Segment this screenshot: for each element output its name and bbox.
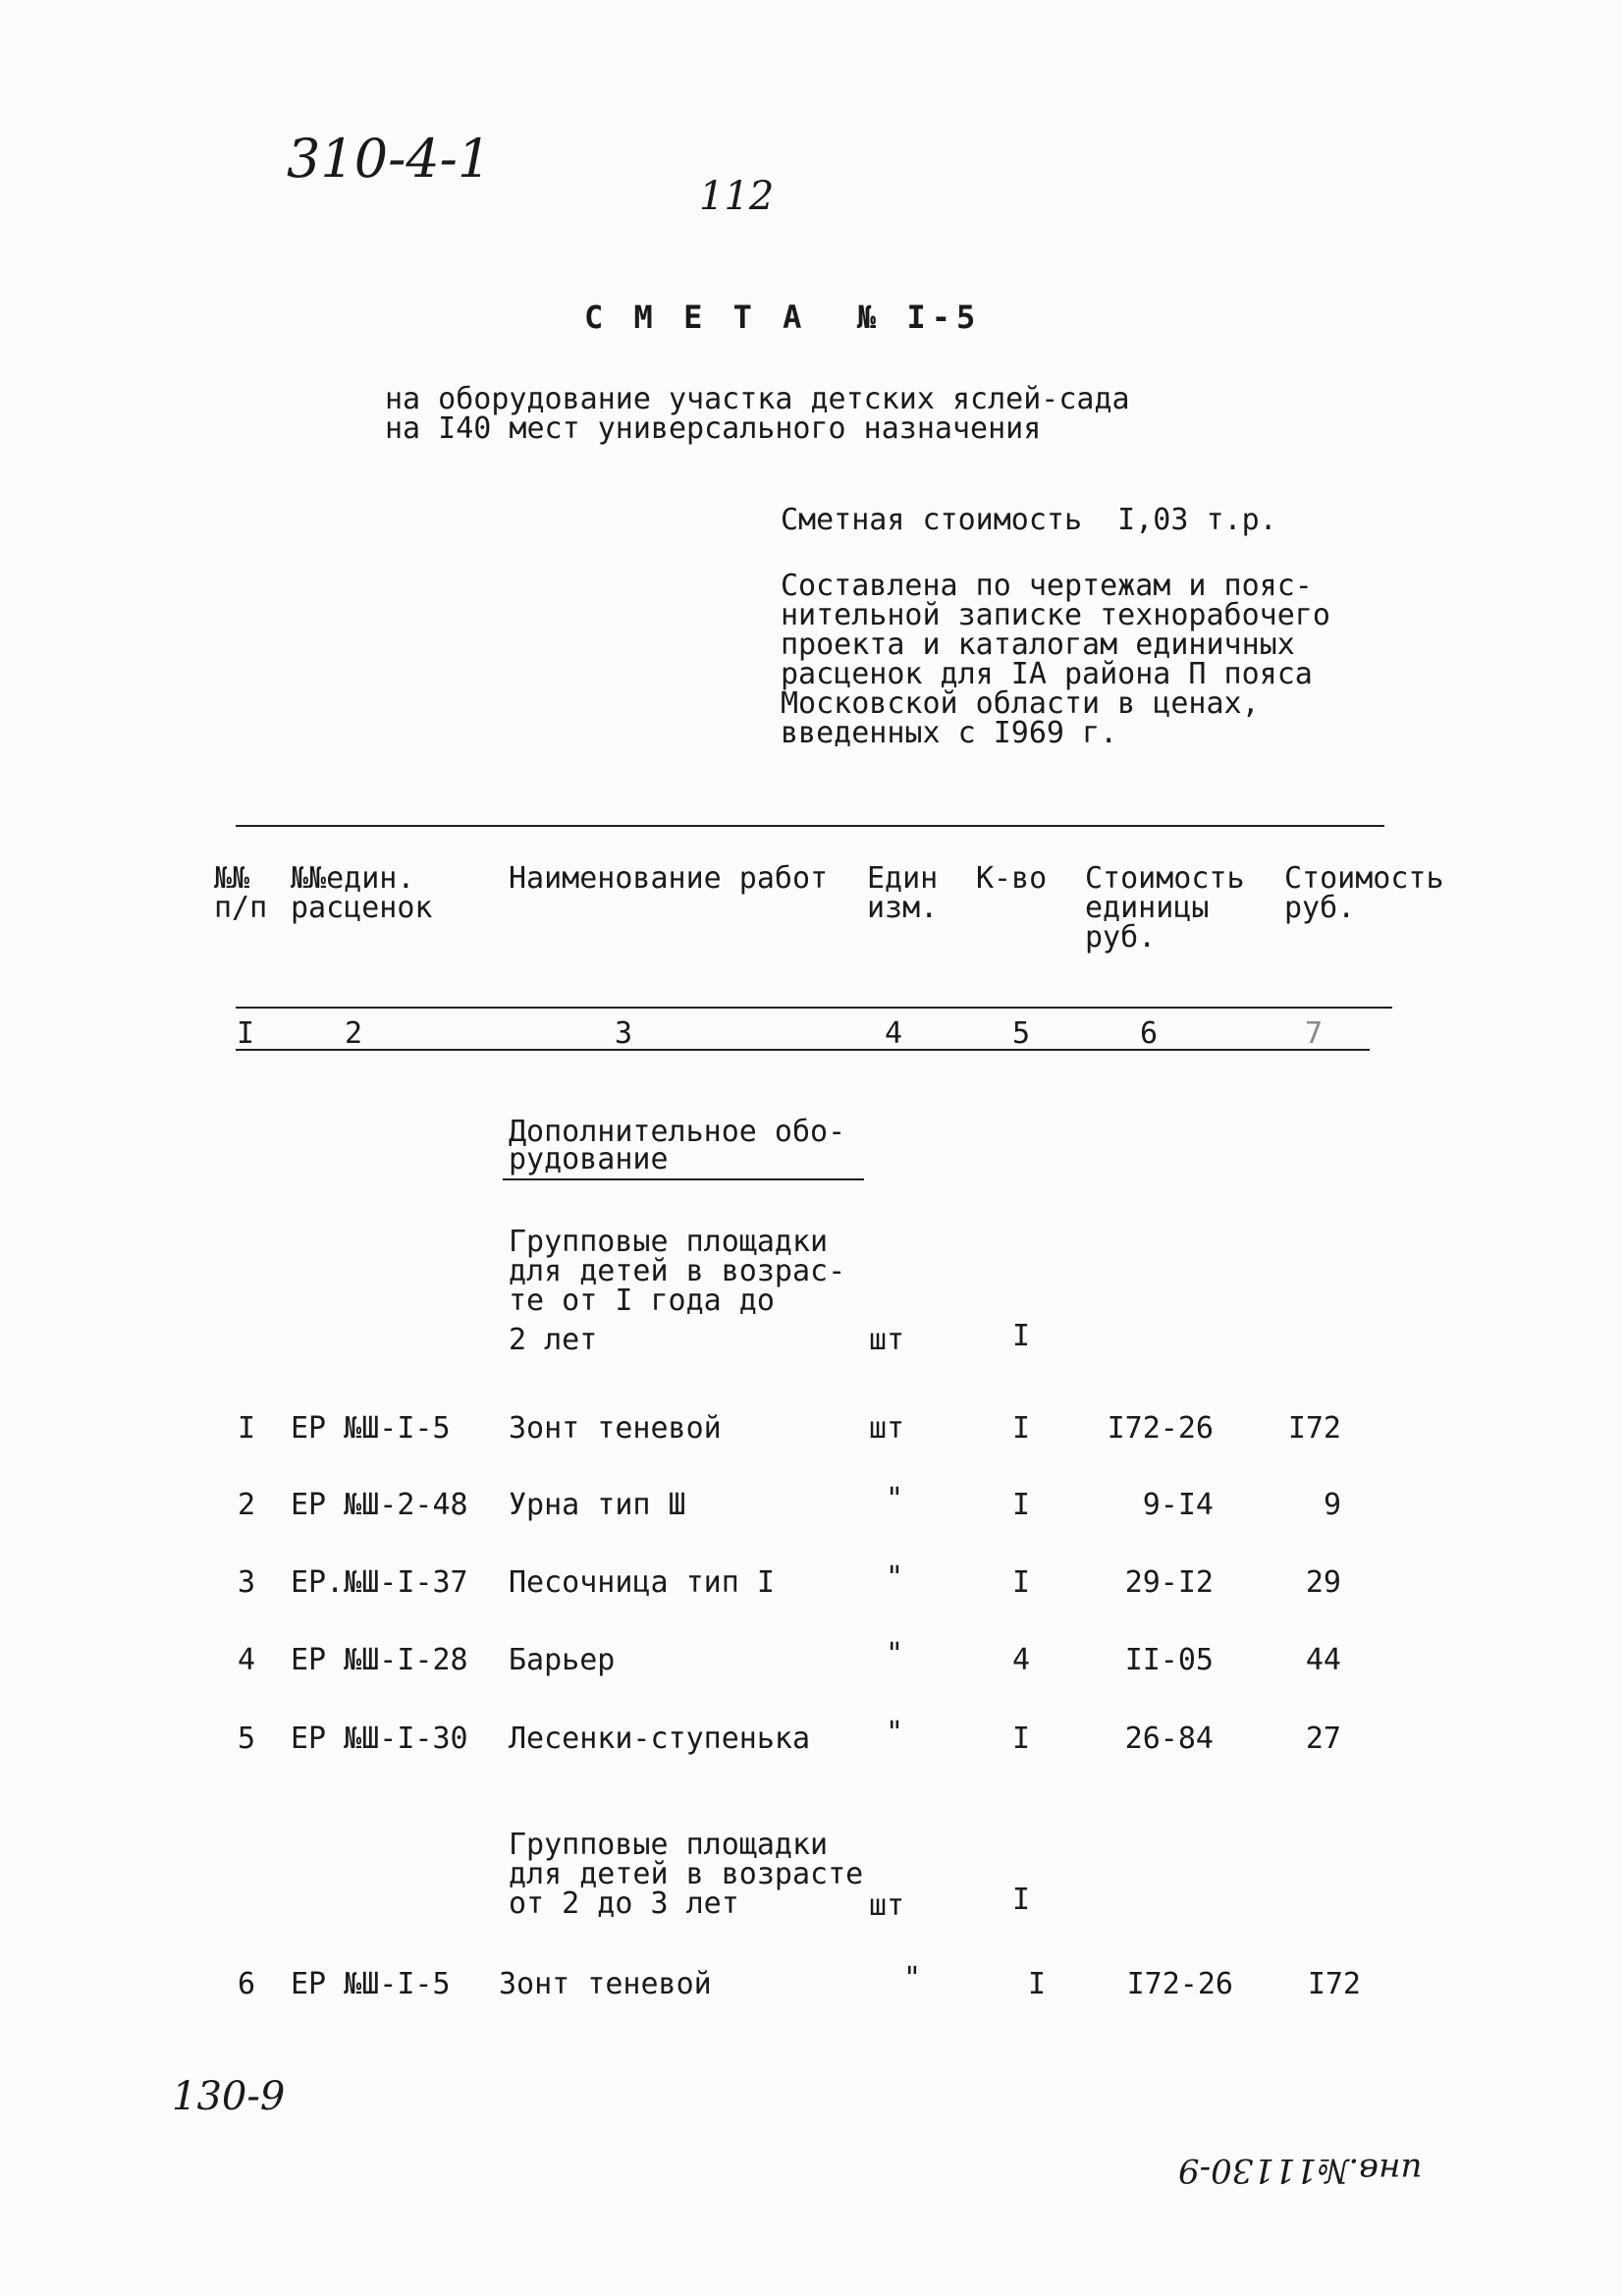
row-num: 6 — [238, 1967, 256, 2001]
note-line: проекта и каталогам единичных — [781, 628, 1295, 662]
column-number-rule — [236, 1049, 1370, 1051]
row-name: Лесенки-ступенька — [509, 1722, 811, 1756]
table-top-rule — [236, 825, 1384, 827]
header-col-unit: Един изм. — [867, 861, 939, 925]
header-rule — [236, 1007, 1392, 1009]
row-unit: " — [886, 1560, 904, 1595]
group-line: Групповые площадки — [509, 1828, 829, 1862]
header-col-num: №№ п/п — [214, 861, 268, 925]
row-unit-cost: I72-26 — [1126, 1967, 1233, 2001]
row-name: Зонт теневой — [509, 1411, 722, 1446]
row-code: ЕР.№Ш-I-37 — [291, 1565, 468, 1600]
row-qty: 4 — [1011, 1643, 1031, 1677]
row-code: ЕР №Ш-2-48 — [291, 1488, 468, 1522]
row-qty: I — [1027, 1967, 1047, 2001]
row-qty: I — [1011, 1565, 1031, 1600]
row-unit: " — [903, 1961, 922, 1995]
row-total: 9 — [1323, 1488, 1341, 1522]
group-line: для детей в возрас- — [509, 1254, 846, 1288]
row-total: I72 — [1287, 1411, 1341, 1446]
column-number: 5 — [1011, 1016, 1031, 1051]
row-num: I — [238, 1411, 256, 1446]
handwritten-code: 310-4-1 — [287, 128, 492, 190]
row-code: ЕР №Ш-I-5 — [291, 1411, 451, 1446]
note-line: введенных с I969 г. — [781, 716, 1118, 750]
group-qty: I — [1011, 1319, 1031, 1353]
row-unit-cost: II-05 — [1124, 1643, 1214, 1677]
column-number: 6 — [1139, 1016, 1159, 1051]
row-unit-cost: 9-I4 — [1142, 1488, 1214, 1522]
group-qty: I — [1011, 1883, 1031, 1917]
row-num: 2 — [238, 1488, 256, 1522]
column-number: 7 — [1304, 1016, 1324, 1051]
row-unit-cost: I72-26 — [1107, 1411, 1214, 1446]
header-col-total: Стоимость руб. — [1284, 861, 1444, 925]
row-total: 44 — [1305, 1643, 1341, 1677]
header-col-unit-cost: Стоимость единицы руб. — [1085, 861, 1245, 955]
row-qty: I — [1011, 1488, 1031, 1522]
row-code: ЕР №Ш-I-28 — [291, 1643, 468, 1677]
page-number: 112 — [699, 174, 775, 219]
row-total: 27 — [1305, 1722, 1341, 1756]
note-line: расценок для IA района П пояса — [781, 657, 1313, 691]
row-num: 3 — [238, 1565, 256, 1600]
document-title: С М Е Т А № I-5 — [584, 299, 982, 336]
section-title: Дополнительное обо- — [509, 1115, 846, 1149]
group-line: те от I года до — [509, 1284, 775, 1318]
row-unit-cost: 26-84 — [1124, 1722, 1214, 1756]
subtitle-line-1: на оборудование участка детских яслей-сада — [385, 382, 1130, 416]
header-col-name: Наименование работ — [509, 861, 829, 896]
handwritten-bottom-right: инв.№11130-9 — [1178, 2151, 1423, 2190]
note-line: нительной записке технорабочего — [781, 598, 1330, 632]
row-num: 4 — [238, 1643, 256, 1677]
row-name: Зонт теневой — [499, 1967, 712, 2001]
row-unit: " — [886, 1716, 904, 1750]
row-qty: I — [1011, 1411, 1031, 1446]
estimated-cost: Сметная стоимость I,03 т.р. — [781, 503, 1277, 537]
row-unit: " — [886, 1482, 904, 1516]
row-unit-cost: 29-I2 — [1124, 1565, 1214, 1600]
group-line: от 2 до 3 лет — [509, 1886, 739, 1921]
row-total: I72 — [1307, 1967, 1361, 2001]
row-unit: шт — [869, 1411, 905, 1446]
row-total: 29 — [1305, 1565, 1341, 1600]
column-number: 2 — [344, 1016, 363, 1051]
group-line: Групповые площадки — [509, 1225, 829, 1259]
group-line: 2 лет — [509, 1323, 598, 1357]
handwritten-bottom-left: 130-9 — [172, 2074, 286, 2119]
section-title-cont: рудование — [509, 1142, 669, 1176]
group-unit: шт — [869, 1323, 905, 1357]
header-col-qty: К-во — [976, 861, 1048, 896]
header-col-code: №№един. расценок — [291, 861, 433, 925]
group-unit: шт — [869, 1888, 905, 1923]
group-line: для детей в возрасте — [509, 1857, 864, 1891]
row-code: ЕР №Ш-I-30 — [291, 1722, 468, 1756]
row-num: 5 — [238, 1722, 256, 1756]
row-qty: I — [1011, 1722, 1031, 1756]
note-line: Московской области в ценах, — [781, 686, 1260, 721]
section-underline — [503, 1178, 864, 1180]
subtitle-line-2: на I40 мест универсального назначения — [385, 411, 1042, 446]
note-line: Составлена по чертежам и пояс- — [781, 569, 1313, 603]
row-code: ЕР №Ш-I-5 — [291, 1967, 451, 2001]
row-name: Песочница тип I — [509, 1565, 775, 1600]
column-number: 3 — [614, 1016, 633, 1051]
row-unit: " — [886, 1637, 904, 1671]
row-name: Барьер — [509, 1643, 616, 1677]
column-number: 4 — [884, 1016, 903, 1051]
column-number: I — [236, 1016, 255, 1051]
row-name: Урна тип Ш — [509, 1488, 686, 1522]
